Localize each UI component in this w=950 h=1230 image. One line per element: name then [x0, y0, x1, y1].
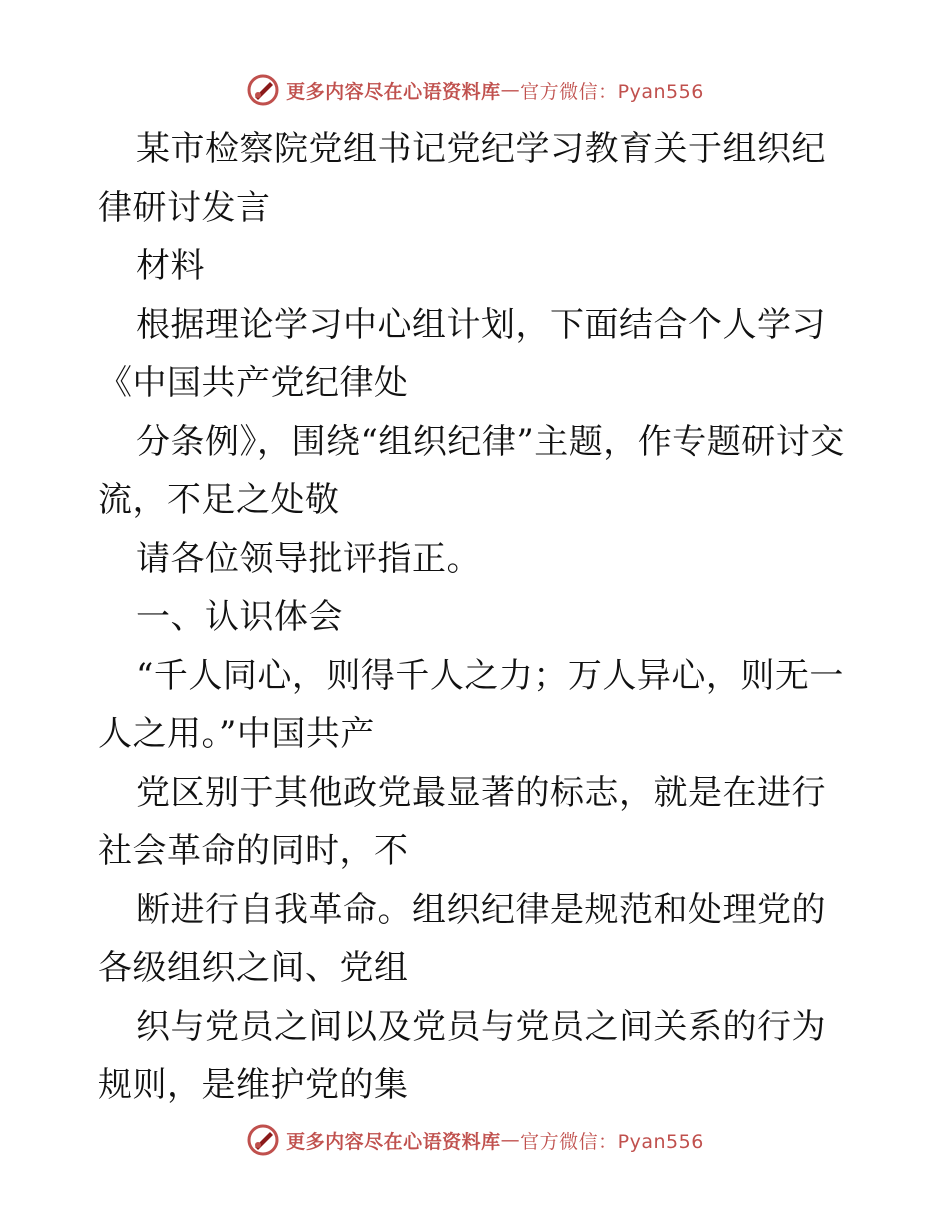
logo-icon: [246, 73, 280, 107]
header-watermark: [0, 70, 950, 110]
document-body: [98, 120, 858, 1115]
paragraph: 材料: [136, 246, 205, 286]
watermark-dash: —: [500, 1129, 521, 1151]
paragraph: 分条例》，围绕“组织纪律”主题，作专题研讨交流，不足之处敬: [98, 421, 845, 520]
paragraph: 断进行自我革命。组织纪律是规范和处理党的各级组织之间、党组: [98, 889, 826, 988]
paragraph: 根据理论学习中心组计划，下面结合个人学习《中国共产党纪律处: [98, 304, 826, 403]
watermark-main-text: 更多内容尽在心语资料库: [286, 80, 501, 103]
paragraph: 请各位领导批评指正。: [136, 538, 481, 579]
footer-watermark: [0, 1120, 950, 1160]
watermark-dash: —: [500, 79, 521, 101]
paragraph: “千人同心，则得千人之力；万人异心，则无一人之用。”中国共产: [98, 655, 844, 754]
section-heading: 一、认识体会: [136, 597, 343, 637]
paragraph: 党区别于其他政党最显著的标志，就是在进行社会革命的同时，不: [98, 772, 826, 871]
title-paragraph: 某市检察院党组书记党纪学习教育关于组织纪律研讨发言: [98, 129, 826, 228]
paragraph: 织与党员之间以及党员与党员之间关系的行为规则，是维护党的集: [98, 1006, 826, 1105]
watermark-main-text: 更多内容尽在心语资料库: [286, 1130, 501, 1153]
watermark-contact: 官方微信：Pyan556: [520, 80, 704, 103]
watermark-contact: 官方微信：Pyan556: [520, 1130, 704, 1153]
logo-icon: [246, 1123, 280, 1157]
